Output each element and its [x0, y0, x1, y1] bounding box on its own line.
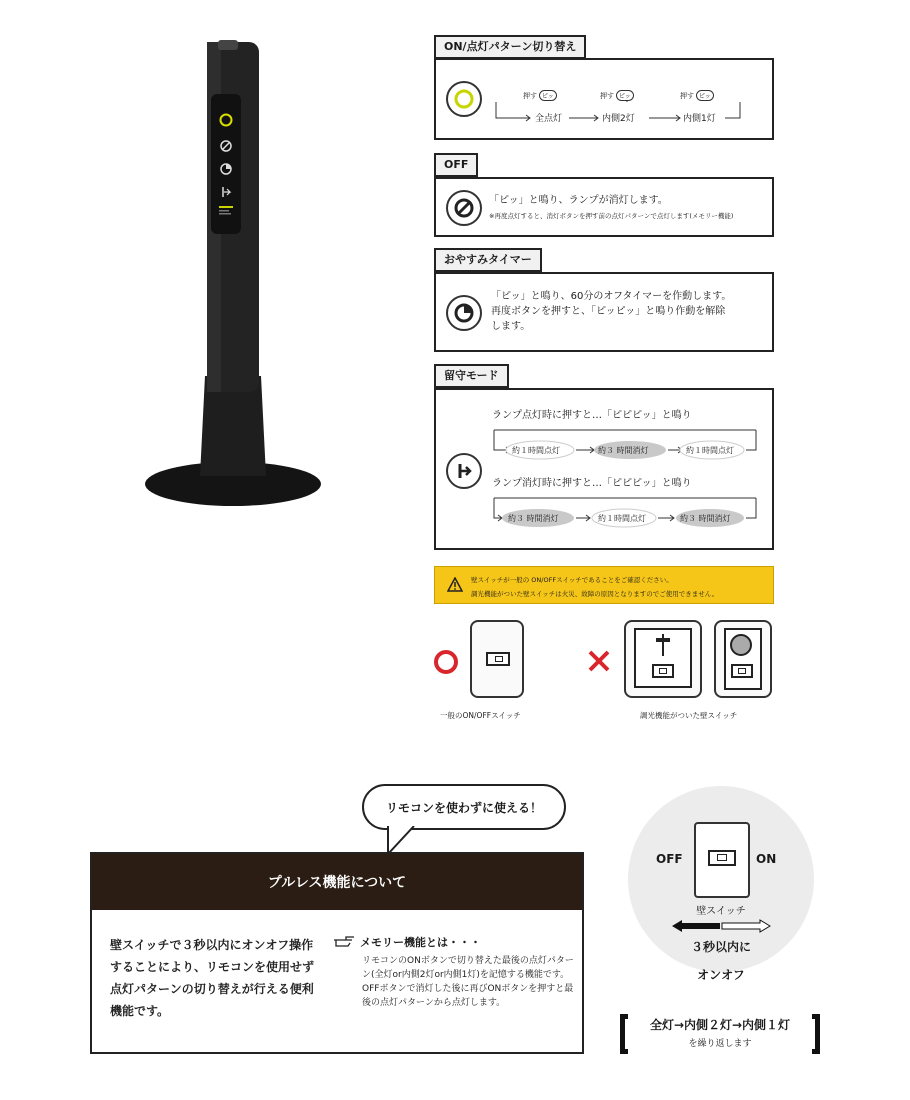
on-tag: ON/点灯パターン切り替え — [434, 35, 586, 59]
on-step-3: 内側1灯 — [683, 114, 716, 124]
ng-caption: 調光機能がついた壁スイッチ — [640, 711, 738, 720]
warning-line-2: 調光機能がついた壁スイッチは火災、故障の原因となりますのでご使用できません。 — [471, 590, 719, 598]
on-step-1: 全点灯 — [535, 114, 563, 124]
away-off-desc: ランプ消灯時に押すと…「ピピピッ」と鳴り — [492, 478, 692, 489]
off-note: ※再度点灯すると、消灯ボタンを押す前の点灯パターンで点灯します(メモリー機能) — [489, 212, 734, 220]
lamp-illustration — [138, 36, 328, 506]
on-label: ON — [756, 852, 777, 866]
wall-switch-diagram — [628, 786, 814, 972]
ng-mark-icon — [586, 648, 612, 674]
off-text: 「ピッ」と鳴り、ランプが消灯します。 — [489, 195, 668, 206]
onoff-label: オンオフ — [697, 968, 745, 982]
dimmer-slider-switch-illustration — [624, 620, 702, 698]
off-button-icon — [446, 190, 482, 226]
on-step-2: 内側2灯 — [602, 114, 635, 124]
away-on-step-3: 約１時間点灯 — [686, 446, 734, 455]
away-tag: 留守モード — [434, 364, 509, 388]
push-label: 押す — [680, 92, 694, 100]
push-label: 押す — [600, 92, 614, 100]
wall-switch-label: 壁スイッチ — [696, 906, 746, 917]
warning-icon — [447, 577, 463, 592]
away-on-desc: ランプ点灯時に押すと…「ピピピッ」と鳴り — [492, 410, 692, 421]
timer-tag: おやすみタイマー — [434, 248, 542, 272]
away-off-step-1: 約３ 時間消灯 — [508, 514, 559, 523]
timer-button-icon — [446, 295, 482, 331]
repeat-note — [620, 1014, 820, 1054]
beep-bubble: ピッ — [616, 90, 634, 101]
repeat-sequence: 全灯→内側２灯→内側１灯 — [649, 1018, 791, 1032]
off-tag: OFF — [434, 153, 478, 177]
right-bracket — [812, 1014, 820, 1054]
on-button-icon — [446, 81, 482, 117]
double-arrow-icon — [670, 918, 772, 934]
pullless-description: 壁スイッチで３秒以内にオンオフ操作することにより、リモコンを使用せず点灯パターンの切り替えが行える便利機能です。 — [110, 938, 315, 1018]
timer-line-3: します。 — [491, 321, 531, 332]
ok-mark-icon — [432, 648, 460, 676]
away-on-step-2: 約３ 時間消灯 — [598, 446, 649, 455]
dimmer-dial-switch-illustration — [714, 620, 772, 698]
speech-bubble — [362, 784, 566, 830]
ok-caption: 一般のON/OFFスイッチ — [440, 711, 521, 720]
speech-bubble-text: リモコンを使わずに使える！ — [385, 800, 542, 815]
timer-line-2: 再度ボタンを押すと、「ピッピッ」と鳴り作動を解除 — [491, 306, 726, 317]
off-label: OFF — [656, 852, 683, 866]
within-label: ３秒以内に — [690, 940, 751, 954]
push-label: 押す — [523, 92, 537, 100]
timer-line-1: 「ピッ」と鳴り、60分のオフタイマーを作動します。 — [491, 291, 732, 302]
pullless-title: プルレス機能について — [267, 875, 407, 891]
away-on-step-1: 約１時間点灯 — [512, 446, 560, 455]
pullless-header — [92, 854, 582, 910]
repeat-sub: を繰り返します — [688, 1039, 752, 1049]
pointing-hand-icon — [332, 934, 358, 948]
away-button-icon — [446, 453, 482, 489]
beep-bubble: ピッ — [696, 90, 714, 101]
away-off-step-3: 約３ 時間消灯 — [680, 514, 731, 523]
beep-bubble: ピッ — [539, 90, 557, 101]
memory-title: メモリー機能とは・・・ — [360, 936, 481, 949]
warning-banner — [434, 566, 774, 604]
pullless-panel — [90, 852, 584, 1054]
memory-description: リモコンのONボタンで切り替えた最後の点灯パターン(全灯or内側2灯or内側1灯)を記憶する機能です。OFFボタンで消灯した後に再びONボタンを押すと最後の点灯パターンから点灯します。 — [362, 956, 574, 1008]
away-off-step-2: 約１時間点灯 — [598, 514, 646, 523]
normal-switch-illustration — [470, 620, 524, 698]
warning-line-1: 壁スイッチが一般の ON/OFFスイッチであることをご確認ください。 — [471, 576, 673, 584]
